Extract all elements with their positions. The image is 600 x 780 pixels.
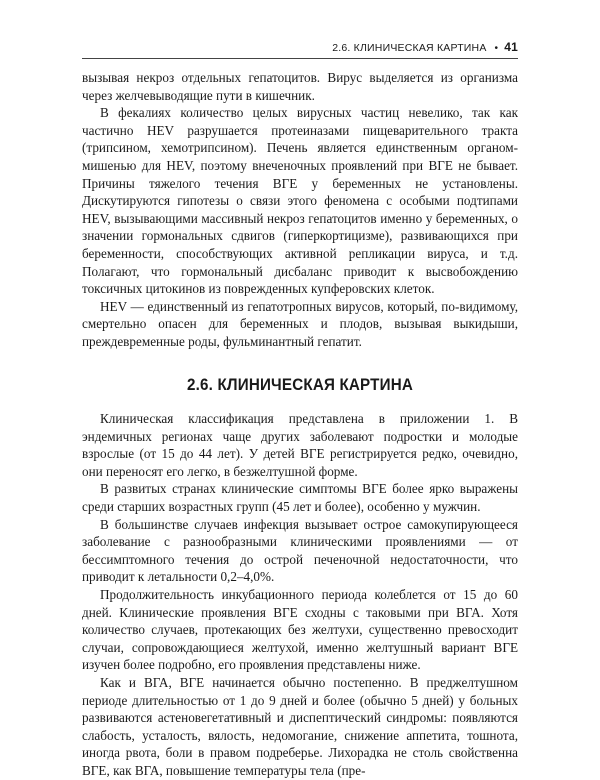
paragraph: HEV — единственный из гепатотропных вирусов, который, по-видимому, смертельно опасен для беременных и плодов, вызывая выкидыши, преждевременные роды, фульминантный гепатит. <box>82 298 518 349</box>
paragraph: В развитых странах клинические симптомы ВГЕ более ярко выражены среди старших возрастных групп (45 лет и более), особенно у мужчин. <box>82 481 518 515</box>
paragraph: В фекалиях количество целых вирусных частиц невелико, так как частично HEV разрушается протеиназами пищеварительного тракта (трипсином, хемотрипсином). Печень является единственным органом-мишенью для HEV, поэтому внеченочных проявлений при ВГЕ не бывает. Причины тяжелого течения ВГЕ у беременных не установлены. Дискутируются гипотезы о связи этого феномена с особыми подтипами HEV, вызывающими массивный некроз гепатоцитов именно у беременных, о значении гормональных сдвигов (гиперкортицизме), развивающихся при беременности, способствующих активной репликации вируса, и т.д. Полагают, что гормональный дисбаланс приводит к высвобождению токсичных цитокинов из поврежденных купферовских клеток. <box>82 105 518 297</box>
paragraph: В большинстве случаев инфекция вызывает острое самокупирующееся заболевание с разнообразными клиническими проявлениями — от бессимптомного течения до острой печеночной недостаточности, что приводит к летальности 0,2–4,0%. <box>82 516 518 585</box>
paragraph: Продолжительность инкубационного периода колеблется от 15 до 60 дней. Клинические проявления ВГЕ сходны с таковыми при ВГА. Хотя количество случаев, протекающих без желтухи, существенно превосходит случаи, сопровождающиеся желтухой, именно желтушный вариант ВГЕ изучен более подробно, его проявления представлены ниже. <box>82 587 518 673</box>
book-page <box>82 40 518 780</box>
body-text <box>82 69 518 780</box>
paragraph: вызывая некроз отдельных гепатоцитов. Вирус выделяется из организма через желчевыводящие пути в кишечник. <box>82 70 518 103</box>
paragraph: Клиническая классификация представлена в приложении 1. В эндемичных регионах чаще других заболевают подростки и молодые взрослые (от 15 до 44 лет). У детей ВГЕ регистрируется редко, очевидно, они переносят его легко, в безжелтушной форме. <box>82 411 518 479</box>
running-header-bullet: • <box>494 43 499 54</box>
section-heading: 2.6. КЛИНИЧЕСКАЯ КАРТИНА <box>186 375 414 394</box>
running-header-section: 2.6. КЛИНИЧЕСКАЯ КАРТИНА <box>332 42 487 54</box>
page-number: 41 <box>504 40 518 54</box>
running-header <box>82 40 518 59</box>
paragraph: Как и ВГА, ВГЕ начинается обычно постепенно. В преджелтушном периоде длительностью от 1 до 9 дней и более (обычно 5 дней) у больных развиваются астеновегетативный и диспептический синдромы: появляются слабость, усталость, вялость, недомогание, снижение аппетита, тошнота, иногда рвота, боли в правом подреберье. Лихорадка не столь свойственна ВГЕ, как ВГА, повышение температуры тела (пре- <box>82 675 518 778</box>
